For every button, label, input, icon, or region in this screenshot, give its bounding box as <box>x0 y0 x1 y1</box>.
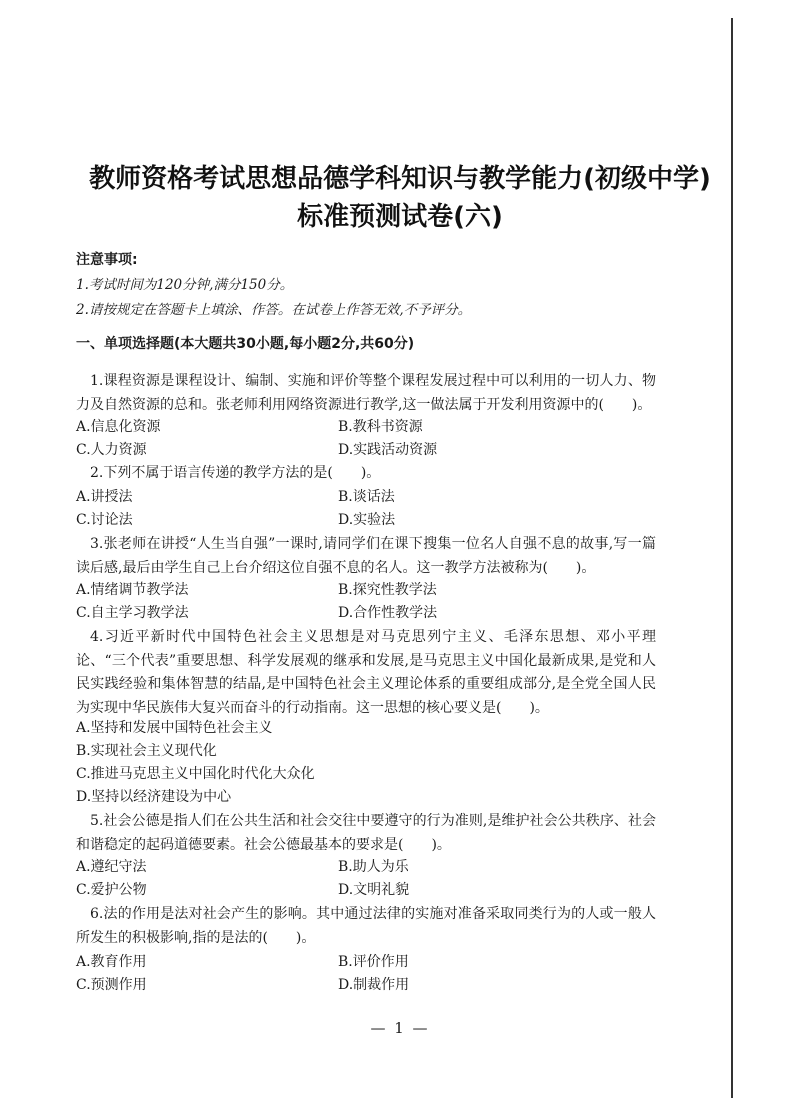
question-2-stem <box>76 462 656 486</box>
notice-heading: 注意事项: <box>76 252 138 268</box>
question-3-option-d: D.合作性教学法 <box>338 605 438 621</box>
question-6-text: 6.法的作用是法对社会产生的影响。其中通过法律的实施对准备采取同类行为的人或一般人所发生的积极影响,指的是法的( )。 <box>76 906 656 946</box>
title-line-2: 标准预测试卷(六) <box>297 202 503 232</box>
question-4-option-a: A.坚持和发展中国特色社会主义 <box>76 720 273 736</box>
question-6-stem <box>76 903 656 950</box>
question-4-option-b: B.实现社会主义现代化 <box>76 743 217 759</box>
question-6-option-d: D.制裁作用 <box>338 977 410 993</box>
question-5-option-d: D.文明礼貌 <box>338 882 410 898</box>
question-1-stem <box>76 370 656 417</box>
notice-item-2: 2.请按规定在答题卡上填涂、作答。在试卷上作答无效,不予评分。 <box>76 302 472 318</box>
question-4-option-c: C.推进马克思主义中国化时代化大众化 <box>76 766 315 782</box>
question-5-text: 5.社会公德是指人们在公共生活和社会交往中要遵守的行为准则,是维护社会公共秩序、社会和谐稳定的起码道德要素。社会公德最基本的要求是( )。 <box>76 813 656 853</box>
question-1-option-d: D.实践活动资源 <box>338 442 438 458</box>
question-5-option-b: B.助人为乐 <box>338 859 409 875</box>
section-heading: 一、单项选择题(本大题共30小题,每小题2分,共60分) <box>76 336 415 352</box>
page-number: — 1 — <box>370 1019 430 1037</box>
question-5-option-c: C.爱护公物 <box>76 882 147 898</box>
question-1-text: 1.课程资源是课程设计、编制、实施和评价等整个课程发展过程中可以利用的一切人力、物力及自然资源的总和。张老师利用网络资源进行教学,这一做法属于开发利用资源中的( )。 <box>76 373 656 413</box>
question-5-option-a: A.遵纪守法 <box>76 859 147 875</box>
question-2-option-d: D.实验法 <box>338 512 396 528</box>
question-5-stem <box>76 810 656 857</box>
question-2-option-c: C.讨论法 <box>76 512 133 528</box>
question-4-stem <box>76 626 656 720</box>
question-4-option-d: D.坚持以经济建设为中心 <box>76 789 232 805</box>
title-line-1: 教师资格考试思想品德学科知识与教学能力(初级中学) <box>89 164 711 194</box>
question-3-option-b: B.探究性教学法 <box>338 582 437 598</box>
question-2-text: 2.下列不属于语言传递的教学方法的是( )。 <box>90 465 381 481</box>
question-3-text: 3.张老师在讲授“人生当自强”一课时,请同学们在课下搜集一位名人自强不息的故事,写一篇读后感,最后由学生自己上台介绍这位自强不息的名人。这一教学方法被称为( )。 <box>76 536 656 576</box>
question-3-option-a: A.情绪调节教学法 <box>76 582 189 598</box>
notice-item-1: 1.考试时间为120分钟,满分150分。 <box>76 277 294 293</box>
question-2-option-a: A.讲授法 <box>76 489 133 505</box>
question-6-option-b: B.评价作用 <box>338 954 409 970</box>
question-1-option-b: B.教科书资源 <box>338 419 423 435</box>
question-3-stem <box>76 533 656 580</box>
question-6-option-a: A.教育作用 <box>76 954 147 970</box>
question-3-option-c: C.自主学习教学法 <box>76 605 189 621</box>
question-1-option-c: C.人力资源 <box>76 442 147 458</box>
question-2-option-b: B.谈话法 <box>338 489 395 505</box>
question-6-option-c: C.预测作用 <box>76 977 147 993</box>
question-1-option-a: A.信息化资源 <box>76 419 161 435</box>
question-4-text: 4.习近平新时代中国特色社会主义思想是对马克思列宁主义、毛泽东思想、邓小平理论、“三个代表”重要思想、科学发展观的继承和发展,是马克思主义中国化最新成果,是党和人民实践经验和集体智慧的结晶,是中国特色社会主义理论体系的重要组成部分,是全党全国人民为实现中华民族伟大复兴而奋斗的行动指南。这一思想的核心要义是( )。 <box>76 629 656 716</box>
